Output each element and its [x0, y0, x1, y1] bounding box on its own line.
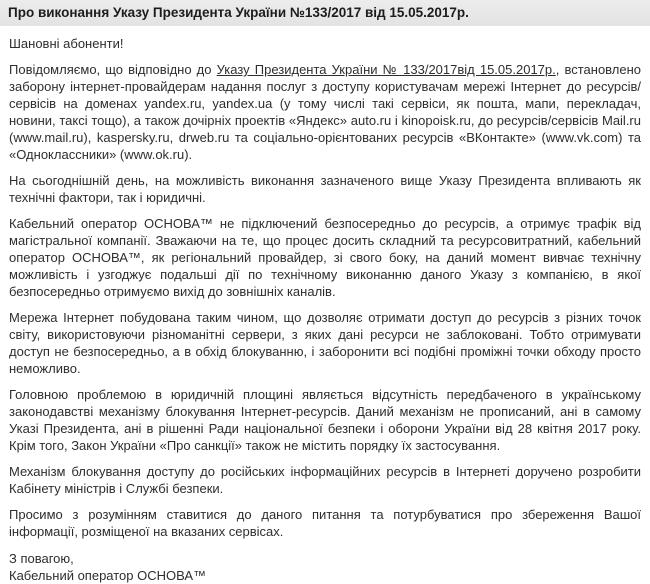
paragraph-decree-prefix: Повідомляємо, що відповідно до	[9, 62, 217, 77]
paragraph-request: Просимо з розумінням ставитися до даного питання та потурбуватися про збереження Вашої інформації, розміщеної на вказаних сервісах.	[9, 507, 641, 539]
decree-link[interactable]: Указу Президента України № 133/2017від 15.05.2017р.	[216, 62, 556, 77]
announcement-body	[0, 35, 650, 584]
paragraph-decree-ban	[9, 61, 641, 163]
greeting-line: Шановні абоненти!	[9, 36, 124, 51]
paragraph-internet-structure: Мережа Інтернет побудована таким чином, що дозволяє отримати доступ до ресурсів з різних точок світу, використовуючи різноманітні сервери, з яких дані ресурси не заблоковані. Тобто отримувати доступ не безпосередньо, а в обхід блокуванню, і заборонити всі подібні проміжні точки обходу просто неможливо.	[9, 310, 641, 376]
signature-block	[9, 550, 641, 584]
page-title-text: Про виконання Указу Президента України №133/2017 від 15.05.2017р.	[8, 5, 469, 20]
signature-operator: Кабельний оператор ОСНОВА™	[9, 568, 207, 583]
page-title	[0, 0, 650, 26]
paragraph-legal-problem: Головною проблемою в юридичній площині являється відсутність передбаченого в українському законодавстві механізму блокування Інтернет-ресурсів. Даний механізм не прописаний, ані в самому Указі Президента, ані в рішенні Ради національної безпеки і оборони України від 28 квітня 2017 року. Крім того, Закон України «Про санкції» також не містить порядку їх застосування.	[9, 387, 641, 453]
paragraph-factors: На сьогоднішній день, на можливість виконання зазначеного вище Указу Президента впливають як технічні фактори, так і юридичні.	[9, 173, 641, 205]
paragraph-operator-technical: Кабельний оператор ОСНОВА™ не підключений безпосередньо до ресурсів, а отримує трафік від магістральної компанії. Зважаючи на те, що процес досить складний та ресурсовитратний, кабельний оператор ОСНОВА™, як регіональний провайдер, зі свого боку, на даний момент вивчає технічну можливість і узгоджує подальші дії по технічному виконанню даного Указу з компанією, в якої безпосередньо отримуємо вихід до зовнішніх каналів.	[9, 216, 641, 299]
signature-regards: З повагою,	[9, 551, 74, 566]
paragraph-decree-suffix: , встановлено заборону інтернет-провайдерам надання послуг з доступу користувачам мережі Інтернет до ресурсів/сервісів на доменах yandex.ru, yandex.ua (у тому числі такі сервіси, як пошта, мапи, перекладач, новини, таксі тощо), а також дочірніх проектів «Яндекс» auto.ru і kinopoisk.ru, до ресурсів/сервісів Mail.ru (www.mail.ru), kaspersky.ru, drweb.ru та соціально-орієнтованих ресурсів «ВКонтакте» (www.vk.com) та «Одноклассники» (www.ok.ru).	[9, 62, 642, 162]
paragraph-blocking-mechanism: Механізм блокування доступу до російських інформаційних ресурсів в Інтернеті доручено розробити Кабінету міністрів і Службі безпеки.	[9, 464, 641, 496]
